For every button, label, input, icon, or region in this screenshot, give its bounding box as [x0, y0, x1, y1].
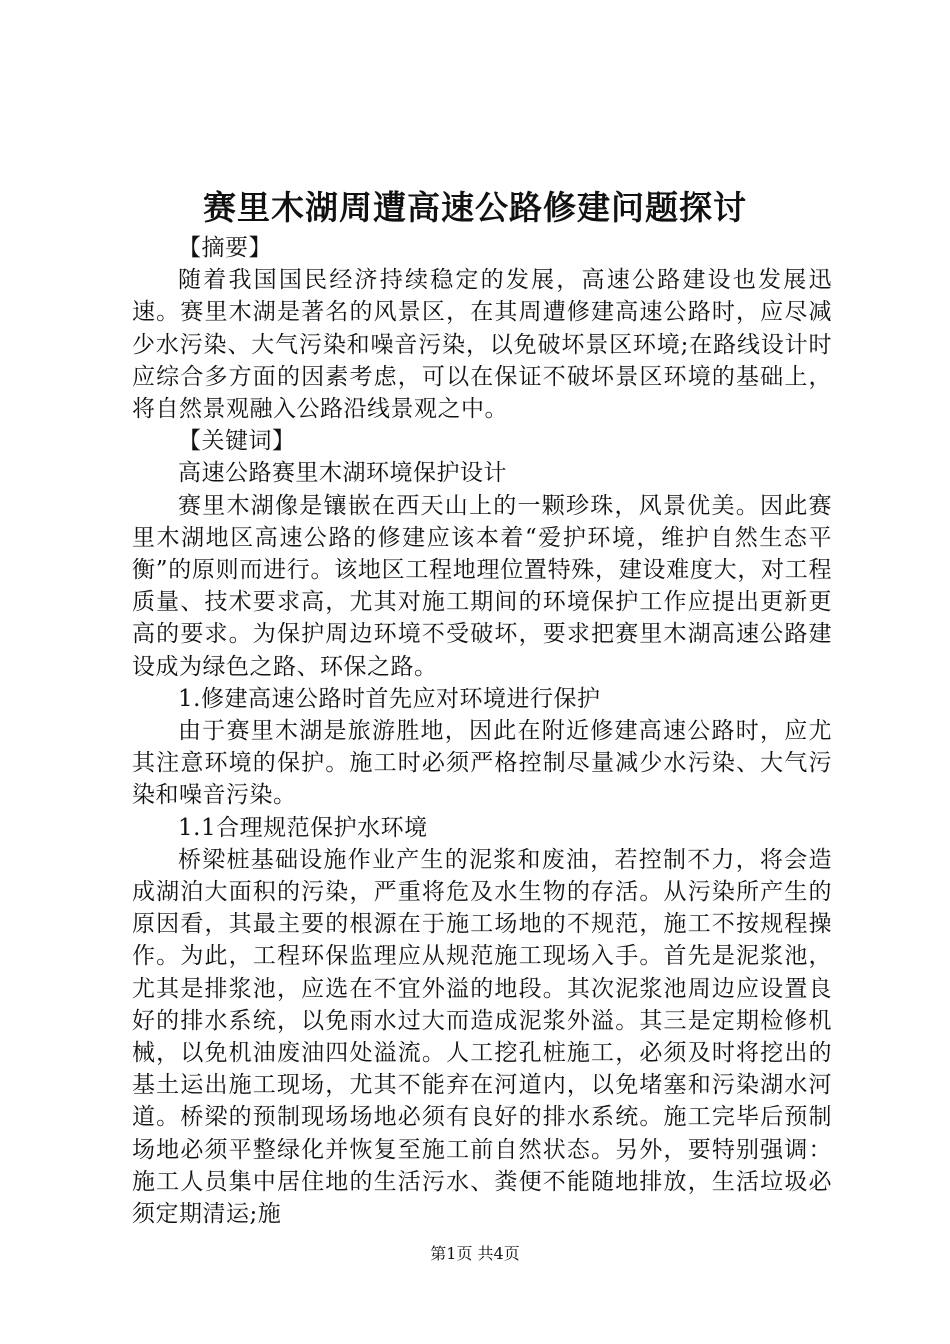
- keywords-paragraph: 高速公路赛里木湖环境保护设计: [178, 460, 507, 487]
- document-body: [132, 232, 832, 1230]
- abstract-paragraph: 随着我国国民经济持续稳定的发展，高速公路建设也发展迅速。赛里木湖是著名的风景区，在其周遭修建高速公路时，应尽减少水污染、大气污染和噪音污染，以免破坏景区环境;在路线设计时应综合多方面的因素考虑，可以在保证不破坏景区环境的基础上，将自然景观融入公路沿线景观之中。: [132, 267, 832, 423]
- document-title: 赛里木湖周遭高速公路修建问题探讨: [203, 188, 747, 227]
- section-1-1-heading: 1.1合理规范保护水环境: [178, 814, 428, 841]
- page-footer: 第1页 共4页: [430, 1244, 520, 1263]
- keywords-label: 【关键词】: [178, 428, 296, 455]
- section-1-paragraph: 由于赛里木湖是旅游胜地，因此在附近修建高速公路时，应尤其注意环境的保护。施工时必须严格控制尽量减少水污染、大气污染和噪音污染。: [132, 718, 832, 809]
- section-1-heading: 1.修建高速公路时首先应对环境进行保护: [178, 685, 601, 712]
- section-1-1-paragraph: 桥梁桩基础设施作业产生的泥浆和废油，若控制不力，将会造成湖泊大面积的污染，严重将危及水生物的存活。从污染所产生的原因看，其最主要的根源在于施工场地的不规范，施工不按规程操作。为此，工程环保监理应从规范施工现场入手。首先是泥浆池，尤其是排浆池，应选在不宜外溢的地段。其次泥浆池周边应设置良好的排水系统，以免雨水过大而造成泥浆外溢。其三是定期检修机械，以免机油废油四处溢流。人工挖孔桩施工，必须及时将挖出的基土运出施工现场，尤其不能弃在河道内，以免堵塞和污染湖水河道。桥梁的预制现场场地必须有良好的排水系统。施工完毕后预制场地必须平整绿化并恢复至施工前自然状态。另外，要特别强调：施工人员集中居住地的生活污水、粪便不能随地排放，生活垃圾必须定期清运;施: [132, 846, 832, 1228]
- abstract-label: 【摘要】: [178, 235, 272, 261]
- intro-paragraph: 赛里木湖像是镶嵌在西天山上的一颗珍珠，风景优美。因此赛里木湖地区高速公路的修建应该本着“爱护环境，维护自然生态平衡”的原则而进行。该地区工程地理位置特殊，建设难度大，对工程质量、技术要求高，尤其对施工期间的环境保护工作应提出更新更高的要求。为保护周边环境不受破坏，要求把赛里木湖高速公路建设成为绿色之路、环保之路。: [132, 492, 832, 680]
